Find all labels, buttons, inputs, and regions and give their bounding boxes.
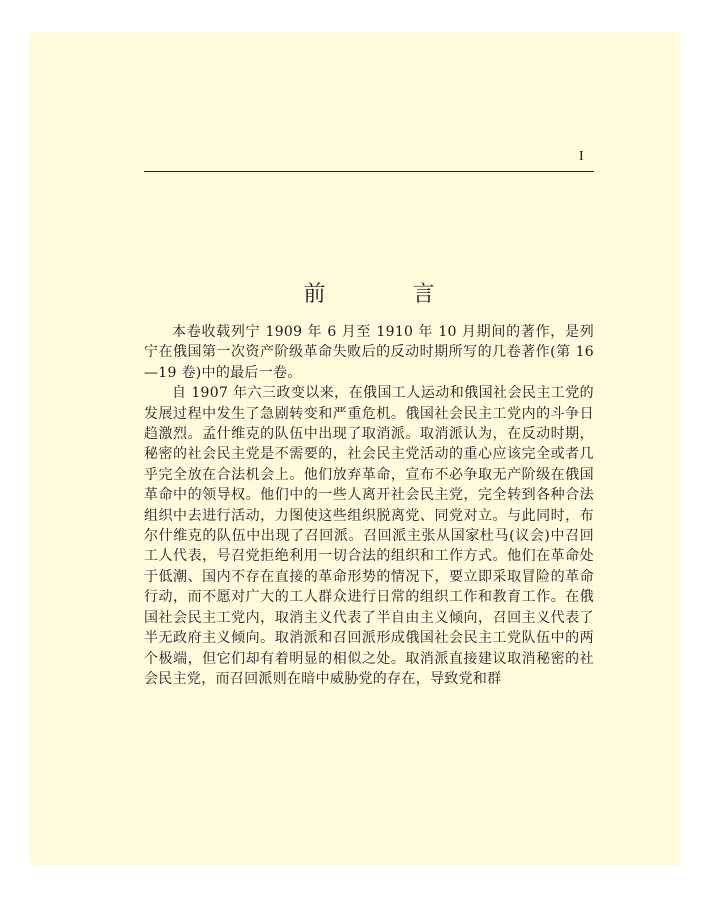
paragraph-2: 自 1907 年六三政变以来，在俄国工人运动和俄国社会民主工党的发展过程中发生了急剧转变和严重危机。俄国社会民主工党内的斗争日趋激烈。孟什维克的队伍中出现了取消派。取消派认为，在反动时期，秘密的社会民主党是不需要的，社会民主党活动的重心应该完全或者几乎完全放在合法机会上。他们放弃革命，宣布不必争取无产阶级在俄国革命中的领导权。他们中的一些人离开社会民主党，完全转到各种合法组织中去进行活动，力图使这些组织脱离党、同党对立。与此同时，布尔什维克的队伍中出现了召回派。召回派主张从国家杜马(议会)中召回工人代表，号召党拒绝利用一切合法的组织和工作方式。他们在革命处于低潮、国内不存在直接的革命形势的情况下，要立即采取冒险的革命行动，而不愿对广大的工人群众进行日常的组织工作和教育工作。在俄国社会民主工党内，取消主义代表了半自由主义倾向，召回主义代表了半无政府主义倾向。取消派和召回派形成俄国社会民主工党队伍中的两个极端，但它们却有着明显的相似之处。取消派直接建议取消秘密的社会民主党，而召回派则在暗中威胁党的存在，导致党和群 [144, 385, 594, 687]
header-rule [144, 171, 594, 172]
page-title: 前 言 [303, 282, 475, 307]
page-number: I [579, 149, 584, 164]
body-text [144, 322, 594, 689]
book-page [29, 32, 680, 865]
paragraph-1: 本卷收载列宁 1909 年 6 月至 1910 年 10 月期间的著作，是列宁在俄国第一次资产阶级革命失败后的反动时期所写的几卷著作(第 16—19 卷)中的最后一卷。 [144, 324, 594, 381]
